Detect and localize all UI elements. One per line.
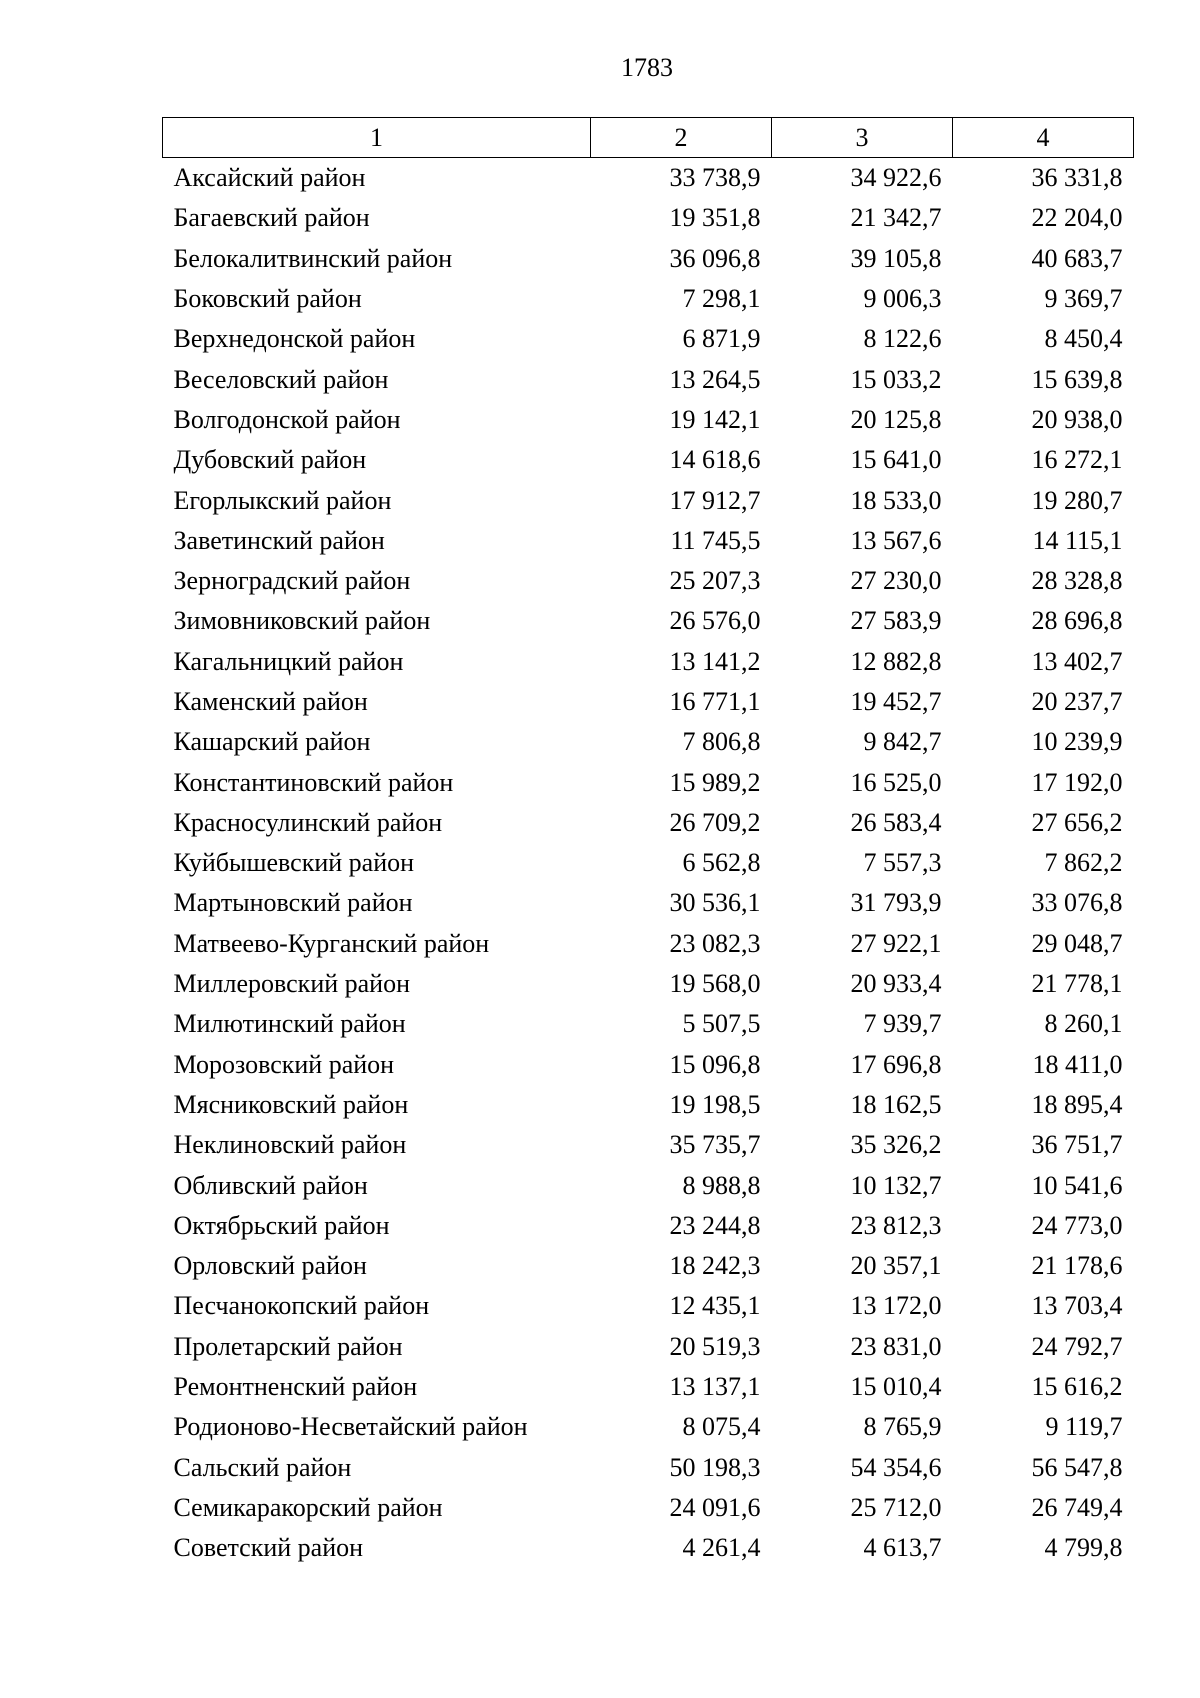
value-col-2-cell: 13 137,1 (669, 1372, 761, 1402)
district-name-cell: Ремонтненский район (173, 1372, 418, 1402)
district-name-cell: Заветинский район (173, 525, 385, 555)
value-col-2-cell: 19 142,1 (669, 404, 761, 434)
value-col-3-cell: 39 105,8 (850, 243, 942, 273)
table-row (163, 1286, 1134, 1326)
column-header-2: 2 (591, 118, 772, 158)
district-name-cell: Кашарский район (173, 727, 371, 757)
value-col-2-cell: 7 298,1 (682, 284, 761, 314)
value-col-3-cell: 26 583,4 (850, 807, 942, 837)
value-col-2-cell: 19 568,0 (669, 969, 761, 999)
table-row (163, 1246, 1134, 1286)
value-col-3-cell: 27 583,9 (850, 606, 942, 636)
value-col-2-cell: 36 096,8 (669, 243, 761, 273)
value-col-3-cell: 20 933,4 (850, 969, 942, 999)
table-row (163, 440, 1134, 480)
value-col-3-cell: 8 122,6 (863, 324, 942, 354)
value-col-4-cell: 28 696,8 (1031, 606, 1123, 636)
district-name-cell: Волгодонской район (173, 404, 401, 434)
value-col-2-cell: 23 082,3 (669, 928, 761, 958)
value-col-2-cell: 30 536,1 (669, 888, 761, 918)
value-col-4-cell: 14 115,1 (1032, 525, 1123, 555)
district-name-cell: Сальский район (173, 1452, 352, 1482)
value-col-3-cell: 34 922,6 (850, 163, 942, 193)
column-header-3: 3 (772, 118, 953, 158)
table-row (163, 722, 1134, 762)
district-name-cell: Семикаракорский район (173, 1492, 443, 1522)
table-row (163, 1206, 1134, 1246)
value-col-4-cell: 9 119,7 (1045, 1412, 1123, 1442)
district-name-cell: Милютинский район (173, 1009, 406, 1039)
value-col-3-cell: 13 567,6 (850, 525, 942, 555)
district-name-cell: Боковский район (173, 284, 362, 314)
value-col-3-cell: 54 354,6 (850, 1452, 942, 1482)
table-row (163, 239, 1134, 279)
table-row (163, 521, 1134, 561)
table-row (163, 1327, 1134, 1367)
district-name-cell: Пролетарский район (173, 1331, 403, 1361)
table-row (163, 198, 1134, 238)
value-col-4-cell: 16 272,1 (1031, 445, 1123, 475)
district-name-cell: Куйбышевский район (173, 848, 415, 878)
value-col-2-cell: 13 141,2 (669, 646, 761, 676)
value-col-2-cell: 8 988,8 (682, 1170, 761, 1200)
value-col-4-cell: 13 402,7 (1031, 646, 1123, 676)
value-col-3-cell: 9 842,7 (863, 727, 942, 757)
value-col-4-cell: 19 280,7 (1031, 485, 1123, 515)
value-col-2-cell: 20 519,3 (669, 1331, 761, 1361)
value-col-2-cell: 23 244,8 (669, 1210, 761, 1240)
value-col-3-cell: 16 525,0 (850, 767, 942, 797)
district-name-cell: Зерноградский район (173, 566, 411, 596)
district-name-cell: Белокалитвинский район (173, 243, 453, 273)
header-row (163, 118, 1134, 158)
district-name-cell: Верхнедонской район (173, 324, 416, 354)
district-name-cell: Неклиновский район (173, 1130, 407, 1160)
value-col-3-cell: 27 230,0 (850, 566, 942, 596)
value-col-4-cell: 56 547,8 (1031, 1452, 1123, 1482)
value-col-3-cell: 27 922,1 (850, 928, 942, 958)
value-col-4-cell: 21 778,1 (1031, 969, 1123, 999)
value-col-4-cell: 21 178,6 (1031, 1251, 1123, 1281)
value-col-4-cell: 20 237,7 (1031, 687, 1123, 716)
table-row (163, 480, 1134, 520)
value-col-4-cell: 33 076,8 (1031, 888, 1123, 918)
value-col-3-cell: 9 006,3 (863, 284, 942, 314)
value-col-2-cell: 24 091,6 (669, 1492, 761, 1522)
value-col-3-cell: 10 132,7 (850, 1170, 942, 1200)
district-name-cell: Октябрьский район (173, 1210, 390, 1240)
district-name-cell: Красносулинский район (173, 807, 443, 837)
table-row (163, 883, 1134, 923)
data-table (162, 117, 1134, 1568)
column-header-1: 1 (163, 118, 591, 158)
value-col-4-cell: 17 192,0 (1031, 767, 1123, 797)
value-col-2-cell: 19 351,8 (669, 203, 761, 233)
table-row (163, 400, 1134, 440)
value-col-2-cell: 12 435,1 (669, 1291, 761, 1321)
table-row (163, 1367, 1134, 1407)
value-col-2-cell: 33 738,9 (669, 163, 761, 193)
value-col-3-cell: 35 326,2 (850, 1130, 942, 1160)
table-row (163, 843, 1134, 883)
value-col-3-cell: 4 613,7 (863, 1533, 942, 1563)
value-col-4-cell: 7 862,2 (1044, 848, 1123, 878)
table-row (163, 1045, 1134, 1085)
district-name-cell: Дубовский район (173, 445, 367, 475)
value-col-4-cell: 18 895,4 (1031, 1089, 1123, 1119)
district-name-cell: Мартыновский район (173, 888, 413, 918)
district-name-cell: Обливский район (173, 1170, 368, 1200)
value-col-4-cell: 22 204,0 (1031, 203, 1123, 233)
district-name-cell: Аксайский район (173, 163, 366, 193)
table-body (163, 158, 1134, 1569)
value-col-3-cell: 25 712,0 (850, 1492, 942, 1522)
value-col-2-cell: 8 075,4 (682, 1412, 761, 1442)
value-col-4-cell: 24 792,7 (1031, 1331, 1123, 1361)
value-col-3-cell: 15 641,0 (850, 445, 942, 475)
value-col-2-cell: 16 771,1 (669, 687, 761, 716)
value-col-4-cell: 4 799,8 (1044, 1533, 1123, 1563)
value-col-2-cell: 7 806,8 (682, 727, 761, 757)
value-col-2-cell: 35 735,7 (669, 1130, 761, 1160)
table-row (163, 642, 1134, 682)
column-header-4: 4 (953, 118, 1134, 158)
table-row (163, 319, 1134, 359)
district-name-cell: Егорлыкский район (173, 485, 392, 515)
district-name-cell: Морозовский район (173, 1049, 395, 1079)
table-row (163, 1125, 1134, 1165)
value-col-3-cell: 17 696,8 (850, 1049, 942, 1079)
table-row (163, 279, 1134, 319)
value-col-3-cell: 7 939,7 (863, 1009, 942, 1039)
value-col-2-cell: 6 562,8 (682, 848, 761, 878)
district-name-cell: Каменский район (173, 687, 368, 716)
value-col-2-cell: 4 261,4 (682, 1533, 761, 1563)
table-row (163, 158, 1134, 199)
district-name-cell: Багаевский район (173, 203, 370, 233)
district-name-cell: Орловский район (173, 1251, 367, 1281)
value-col-2-cell: 5 507,5 (682, 1009, 761, 1039)
table-row (163, 1407, 1134, 1447)
value-col-2-cell: 19 198,5 (669, 1089, 761, 1119)
value-col-4-cell: 8 260,1 (1044, 1009, 1123, 1039)
value-col-4-cell: 36 331,8 (1031, 163, 1123, 193)
value-col-2-cell: 26 709,2 (669, 807, 761, 837)
value-col-4-cell: 36 751,7 (1031, 1130, 1123, 1160)
table-row (163, 964, 1134, 1004)
district-name-cell: Песчанокопский район (173, 1291, 430, 1321)
page-number: 1783 (621, 53, 673, 82)
value-col-3-cell: 20 357,1 (850, 1251, 942, 1281)
table-row (163, 762, 1134, 802)
value-col-2-cell: 11 745,5 (670, 525, 761, 555)
value-col-3-cell: 7 557,3 (863, 848, 942, 878)
table-row (163, 1085, 1134, 1125)
table-row (163, 1528, 1134, 1568)
value-col-4-cell: 24 773,0 (1031, 1210, 1123, 1240)
value-col-4-cell: 20 938,0 (1031, 404, 1123, 434)
value-col-3-cell: 8 765,9 (863, 1412, 942, 1442)
value-col-3-cell: 18 533,0 (850, 485, 942, 515)
table-row (163, 1448, 1134, 1488)
district-name-cell: Константиновский район (173, 767, 454, 797)
table-row (163, 359, 1134, 399)
table-row (163, 561, 1134, 601)
value-col-3-cell: 19 452,7 (850, 687, 942, 716)
value-col-2-cell: 14 618,6 (669, 445, 761, 475)
district-name-cell: Родионово-Несветайский район (173, 1412, 528, 1442)
value-col-4-cell: 18 411,0 (1032, 1049, 1123, 1079)
value-col-3-cell: 31 793,9 (850, 888, 942, 918)
value-col-3-cell: 12 882,8 (850, 646, 942, 676)
value-col-3-cell: 21 342,7 (850, 203, 942, 233)
table-row (163, 924, 1134, 964)
district-name-cell: Веселовский район (173, 364, 389, 394)
value-col-3-cell: 13 172,0 (850, 1291, 942, 1321)
value-col-4-cell: 28 328,8 (1031, 566, 1123, 596)
value-col-3-cell: 15 010,4 (850, 1372, 942, 1402)
value-col-4-cell: 9 369,7 (1044, 284, 1123, 314)
value-col-4-cell: 8 450,4 (1044, 324, 1123, 354)
table-row (163, 1004, 1134, 1044)
value-col-2-cell: 26 576,0 (669, 606, 761, 636)
value-col-4-cell: 27 656,2 (1031, 807, 1123, 837)
value-col-4-cell: 15 639,8 (1031, 364, 1123, 394)
value-col-2-cell: 13 264,5 (669, 364, 761, 394)
value-col-2-cell: 15 096,8 (669, 1049, 761, 1079)
value-col-2-cell: 18 242,3 (669, 1251, 761, 1281)
value-col-3-cell: 20 125,8 (850, 404, 942, 434)
district-name-cell: Мясниковский район (173, 1089, 409, 1119)
value-col-2-cell: 25 207,3 (669, 566, 761, 596)
value-col-4-cell: 26 749,4 (1031, 1492, 1123, 1522)
table-row (163, 803, 1134, 843)
district-name-cell: Матвеево-Курганский район (173, 928, 490, 958)
value-col-2-cell: 50 198,3 (669, 1452, 761, 1482)
district-name-cell: Советский район (173, 1533, 364, 1563)
value-col-4-cell: 13 703,4 (1031, 1291, 1123, 1321)
value-col-4-cell: 29 048,7 (1031, 928, 1123, 958)
value-col-2-cell: 6 871,9 (682, 324, 761, 354)
value-col-4-cell: 10 239,9 (1031, 727, 1123, 757)
table-row (163, 1488, 1134, 1528)
value-col-3-cell: 23 831,0 (850, 1331, 942, 1361)
value-col-4-cell: 40 683,7 (1031, 243, 1123, 273)
district-name-cell: Зимовниковский район (173, 606, 431, 636)
value-col-2-cell: 17 912,7 (669, 485, 761, 515)
table-row (163, 601, 1134, 641)
table-header (163, 118, 1134, 158)
value-col-3-cell: 15 033,2 (850, 364, 942, 394)
table-row (163, 682, 1134, 722)
value-col-4-cell: 10 541,6 (1031, 1170, 1123, 1200)
value-col-4-cell: 15 616,2 (1031, 1372, 1123, 1402)
district-name-cell: Кагальницкий район (173, 646, 404, 676)
value-col-3-cell: 18 162,5 (850, 1089, 942, 1119)
district-name-cell: Миллеровский район (173, 969, 411, 999)
table-row (163, 1165, 1134, 1205)
value-col-3-cell: 23 812,3 (850, 1210, 942, 1240)
value-col-2-cell: 15 989,2 (669, 767, 761, 797)
